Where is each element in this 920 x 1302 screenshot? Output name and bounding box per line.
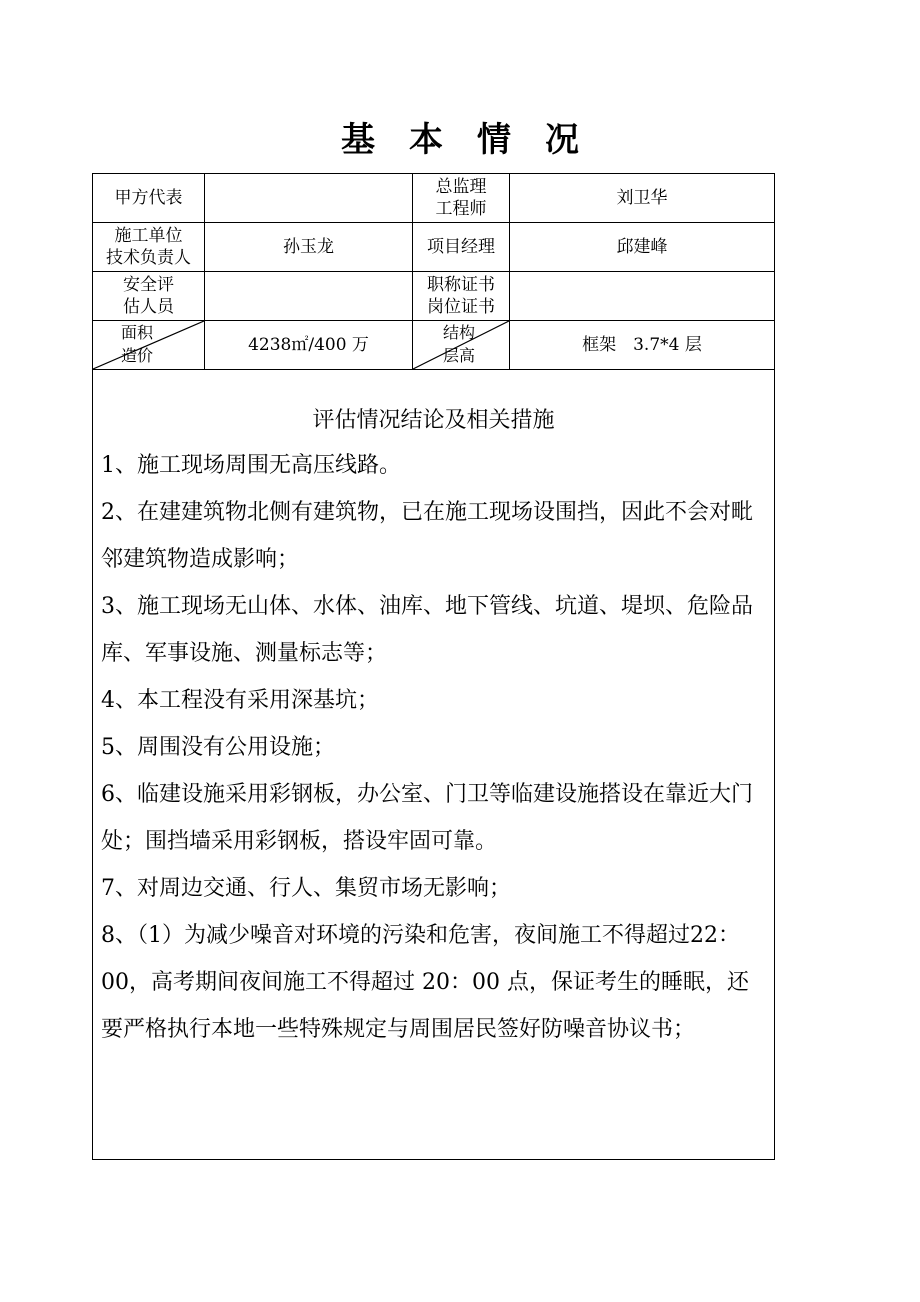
assessment-box xyxy=(92,369,775,1160)
title-char: 况 xyxy=(545,120,579,160)
list-item: 2、在建建筑物北侧有建筑物，已在施工现场设围挡，因此不会对毗邻建筑物造成影响； xyxy=(101,500,753,572)
page-title xyxy=(0,112,920,161)
table-row xyxy=(93,272,775,321)
value-certificates xyxy=(510,272,775,321)
diag-label-cost: 造价 xyxy=(121,346,154,365)
value-safety-assessor xyxy=(205,272,413,321)
value-tech-lead: 孙玉龙 xyxy=(205,223,413,272)
list-item: 6、临建设施采用彩钢板，办公室、门卫等临建设施搭设在靠近大门处；围挡墙采用彩钢板，搭设牢固可靠。 xyxy=(101,782,753,854)
table-row xyxy=(93,321,775,370)
label-project-manager: 项目经理 xyxy=(413,223,510,272)
label-certificates: 职称证书 岗位证书 xyxy=(413,272,510,321)
title-char: 本 xyxy=(409,120,443,160)
value-structure-height: 框架 3.7*4 层 xyxy=(510,321,775,370)
section-title: 评估情况结论及相关措施 xyxy=(312,408,555,433)
diag-label-area: 面积 xyxy=(121,323,154,342)
label-tech-lead: 施工单位 技术负责人 xyxy=(93,223,205,272)
label-safety-assessor: 安全评 估人员 xyxy=(93,272,205,321)
list-item: 1、施工现场周围无高压线路。 xyxy=(101,453,401,478)
table-row xyxy=(93,174,775,223)
list-item: 8、（1）为减少噪音对环境的污染和危害，夜间施工不得超过22：00，高考期间夜间施工不得超过 20：00 点，保证考生的睡眠，还要严格执行本地一些特殊规定与周围居民签好防噪音协议书； xyxy=(101,923,749,1042)
value-party-a-rep xyxy=(205,174,413,223)
list-item: 5、周围没有公用设施； xyxy=(101,735,335,760)
list-item: 3、施工现场无山体、水体、油库、地下管线、坑道、堤坝、危险品库、军事设施、测量标志等； xyxy=(101,594,753,666)
diag-label-structure: 结构 xyxy=(443,323,476,342)
list-item: 7、对周边交通、行人、集贸市场无影响； xyxy=(101,876,511,901)
table-row xyxy=(93,223,775,272)
value-chief-supervisor: 刘卫华 xyxy=(510,174,775,223)
label-area-cost xyxy=(93,321,205,370)
assessment-list xyxy=(101,442,769,1053)
label-chief-supervisor: 总监理 工程师 xyxy=(413,174,510,223)
value-area-cost: 4238㎡/400 万 xyxy=(205,321,413,370)
title-char: 情 xyxy=(477,120,511,160)
info-table xyxy=(92,173,775,370)
value-project-manager: 邱建峰 xyxy=(510,223,775,272)
label-party-a-rep: 甲方代表 xyxy=(93,174,205,223)
diag-label-height: 层高 xyxy=(443,346,476,365)
title-char: 基 xyxy=(341,120,375,160)
list-item: 4、本工程没有采用深基坑； xyxy=(101,688,379,713)
label-structure-height xyxy=(413,321,510,370)
